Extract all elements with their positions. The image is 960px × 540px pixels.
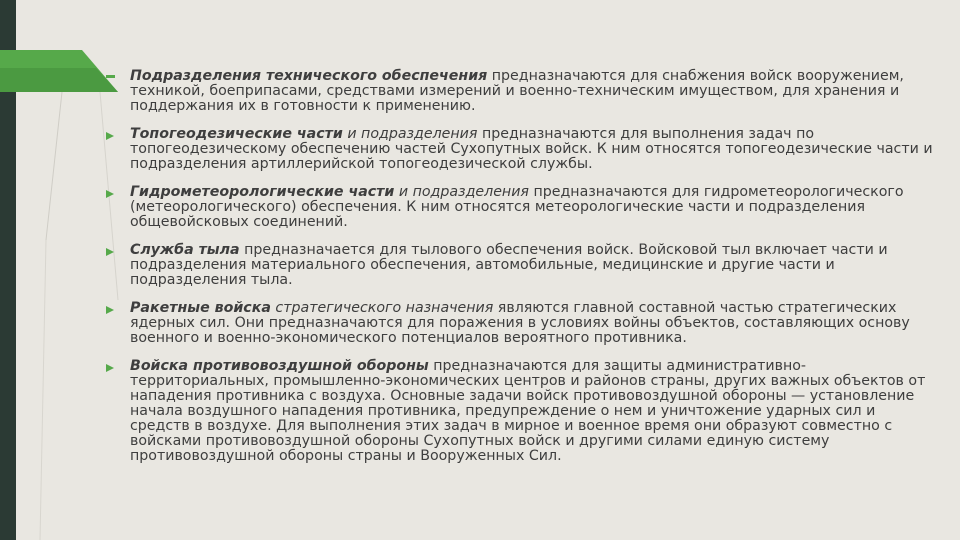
content-list xyxy=(104,69,934,477)
list-item xyxy=(104,69,934,114)
list-item xyxy=(104,185,934,230)
bullet-text: предназначаются для защиты административно-территориальных, промышленно-экономических центров и районов страны, других важных объектов от нападения противника с воздуха. Основные задачи войск противовоздушной обороны — установление начала воздушного нападения противника, предупреждение о нем и уничтожение ударных сил и средств в воздухе. Для выполнения этих задач в мирное и военное время они образуют совместно с войсками противовоздушной обороны Сухопутных войск и другими силами единую систему противовоздушной обороны страны и Вооруженных Сил. xyxy=(130,358,926,464)
bullet-marker xyxy=(106,132,114,140)
bullet-term-continuation: и подразделения xyxy=(342,126,478,142)
list-item xyxy=(104,301,934,346)
bullet-marker xyxy=(106,248,114,256)
bullet-text: предназначаются для гидрометеорологического (метеорологического) обеспечения. К ним относятся метеорологические части и подразделения общевойсковых соединений. xyxy=(130,184,904,230)
bullet-term-continuation: и подразделения xyxy=(394,184,529,200)
bullet-term: Топогеодезические части xyxy=(130,126,343,142)
bullet-term: Войска противовоздушной обороны xyxy=(130,358,429,374)
bullet-marker xyxy=(106,75,115,78)
bullet-term: Служба тыла xyxy=(130,242,240,258)
list-item xyxy=(104,127,934,172)
green-accent-shape xyxy=(0,50,118,92)
list-item xyxy=(104,359,934,464)
bullet-marker xyxy=(106,364,114,372)
bullet-text: являются главной составной частью стратегических ядерных сил. Они предназначаются для поражения в условиях войны объектов, составляющих основу военного и военно-экономического потенциалов вероятного противника. xyxy=(130,300,910,346)
bullet-text: предназначаются для снабжения войск вооружением, техникой, боеприпасами, средствами измерений и военно-техническим имуществом, для хранения и поддержания их в готовности к применению. xyxy=(130,68,904,114)
bullet-text: предназначается для тылового обеспечения войск. Войсковой тыл включает части и подразделения материального обеспечения, автомобильные, медицинские и другие части и подразделения тыла. xyxy=(130,242,888,288)
bullet-term-continuation: стратегического назначения xyxy=(270,300,494,316)
bullet-term: Ракетные войска xyxy=(130,300,271,316)
bullet-term: Подразделения технического обеспечения xyxy=(130,68,488,84)
bullet-marker xyxy=(106,190,114,198)
bullet-text: предназначаются для выполнения задач по топогеодезическому обеспечению частей Сухопутных войск. К ним относятся топогеодезические части и подразделения артиллерийской топогеодезической службы. xyxy=(130,126,933,172)
bullet-marker xyxy=(106,306,114,314)
list-item xyxy=(104,243,934,288)
bullet-term: Гидрометеорологические части xyxy=(130,184,395,200)
